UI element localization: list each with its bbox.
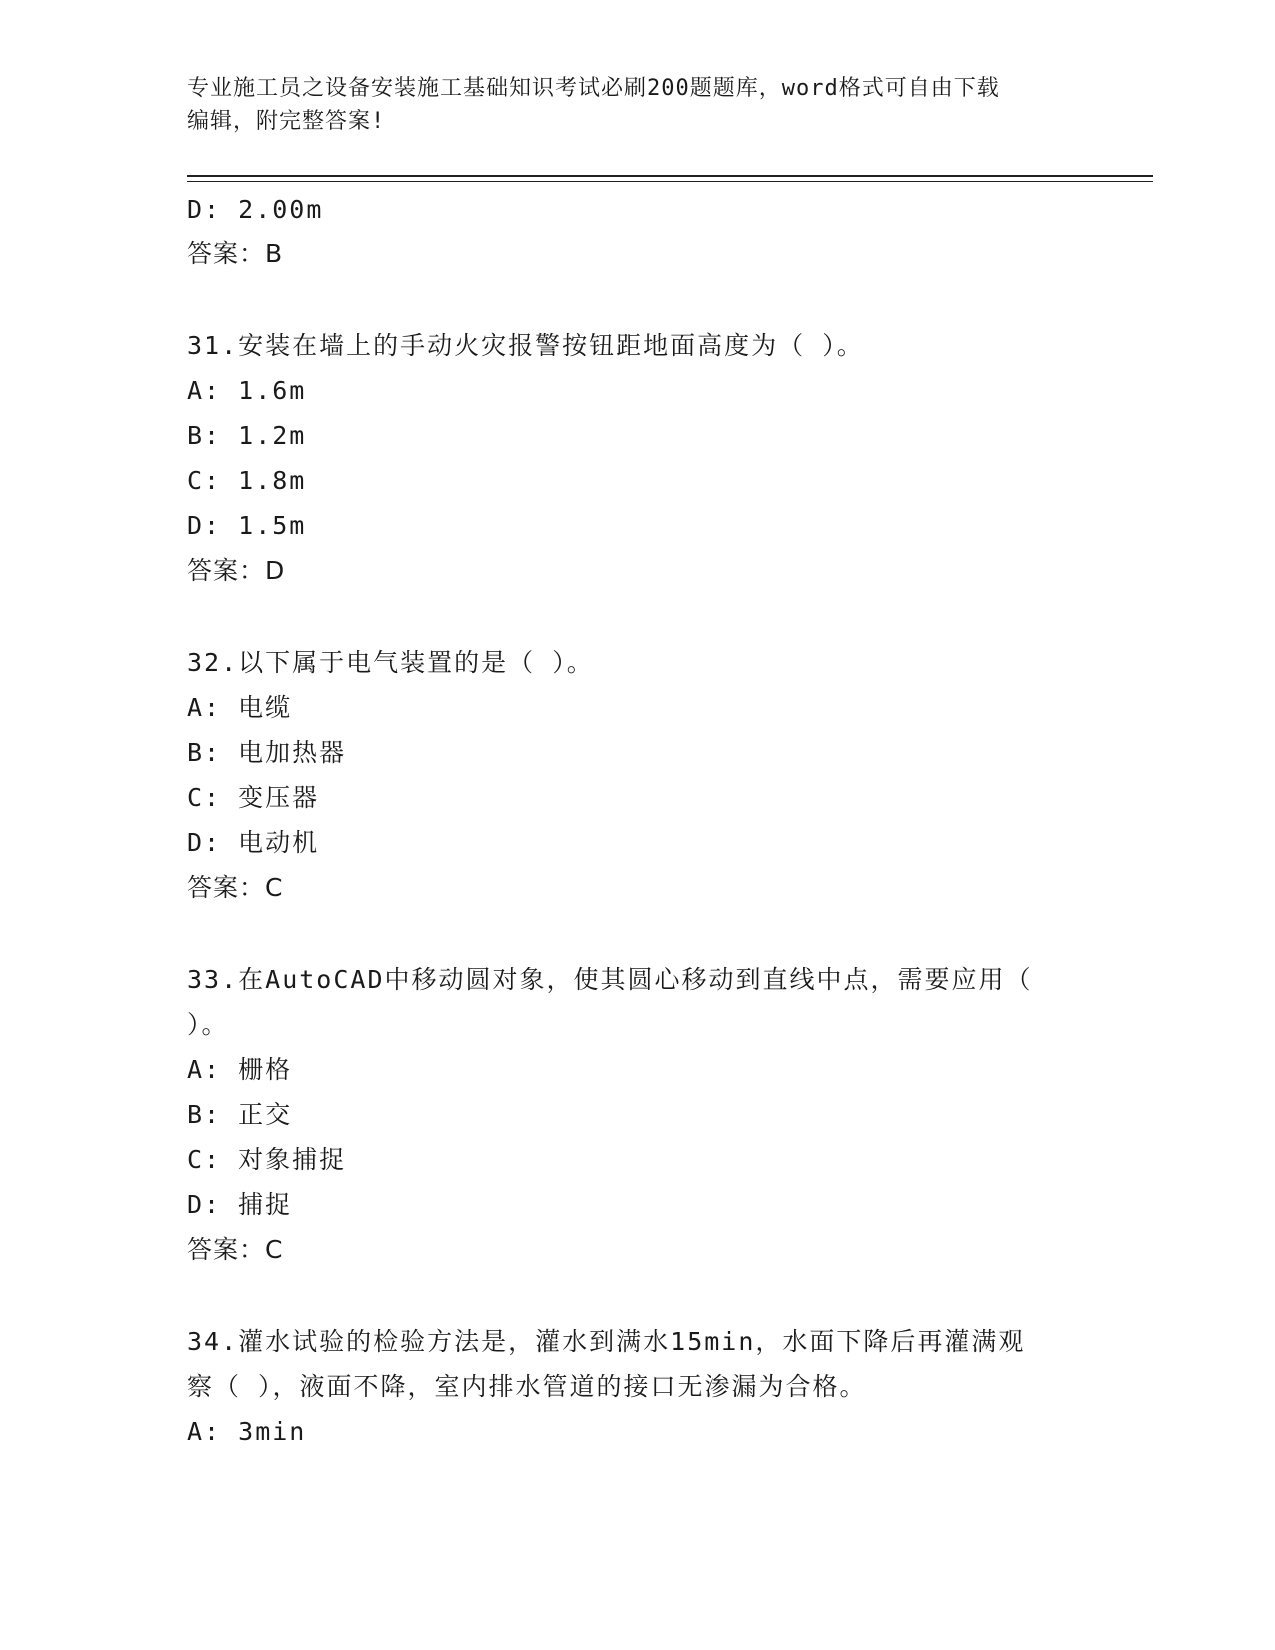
q31-answer: 答案：D (187, 556, 286, 585)
q32-option-d: D: 电动机 (187, 828, 320, 857)
q31-option-c: C: 1.8m (187, 466, 307, 495)
q33-option-a: A: 栅格 (187, 1055, 293, 1084)
header-line-1: 专业施工员之设备安装施工基础知识考试必刷200题题库，word格式可自由下载 (187, 76, 1000, 101)
q34-stem-line-2: 察（ ），液面不降，室内排水管道的接口无渗漏为合格。 (187, 1372, 867, 1401)
q30-answer: 答案：B (187, 239, 284, 268)
q32-option-a: A: 电缆 (187, 693, 293, 722)
q31-stem: 31.安装在墙上的手动火灾报警按钮距地面高度为（ ）。 (187, 331, 864, 360)
q32-option-c: C: 变压器 (187, 783, 320, 812)
header-rule-thick (187, 175, 1153, 177)
q34-stem-line-1: 34.灌水试验的检验方法是，灌水到满水15min，水面下降后再灌满观 (187, 1327, 1026, 1356)
q33-stem-line-1: 33.在AutoCAD中移动圆对象，使其圆心移动到直线中点，需要应用（ (187, 965, 1033, 994)
q30-option-d: D: 2.00m (187, 195, 324, 224)
q34-option-a: A: 3min (187, 1417, 307, 1446)
q33-stem-line-2: ）。 (187, 1010, 229, 1039)
q32-answer: 答案：C (187, 873, 284, 902)
document-header (187, 72, 1067, 138)
q33-option-c: C: 对象捕捉 (187, 1145, 347, 1174)
header-rule-thin (187, 181, 1153, 182)
q32-stem: 32.以下属于电气装置的是（ ）。 (187, 648, 594, 677)
q33-answer: 答案：C (187, 1235, 284, 1264)
q33-option-b: B: 正交 (187, 1100, 293, 1129)
q31-option-d: D: 1.5m (187, 511, 307, 540)
header-line-2: 编辑，附完整答案! (187, 109, 386, 134)
q32-option-b: B: 电加热器 (187, 738, 347, 767)
q33-option-d: D: 捕捉 (187, 1190, 293, 1219)
q31-option-a: A: 1.6m (187, 376, 307, 405)
q31-option-b: B: 1.2m (187, 421, 307, 450)
